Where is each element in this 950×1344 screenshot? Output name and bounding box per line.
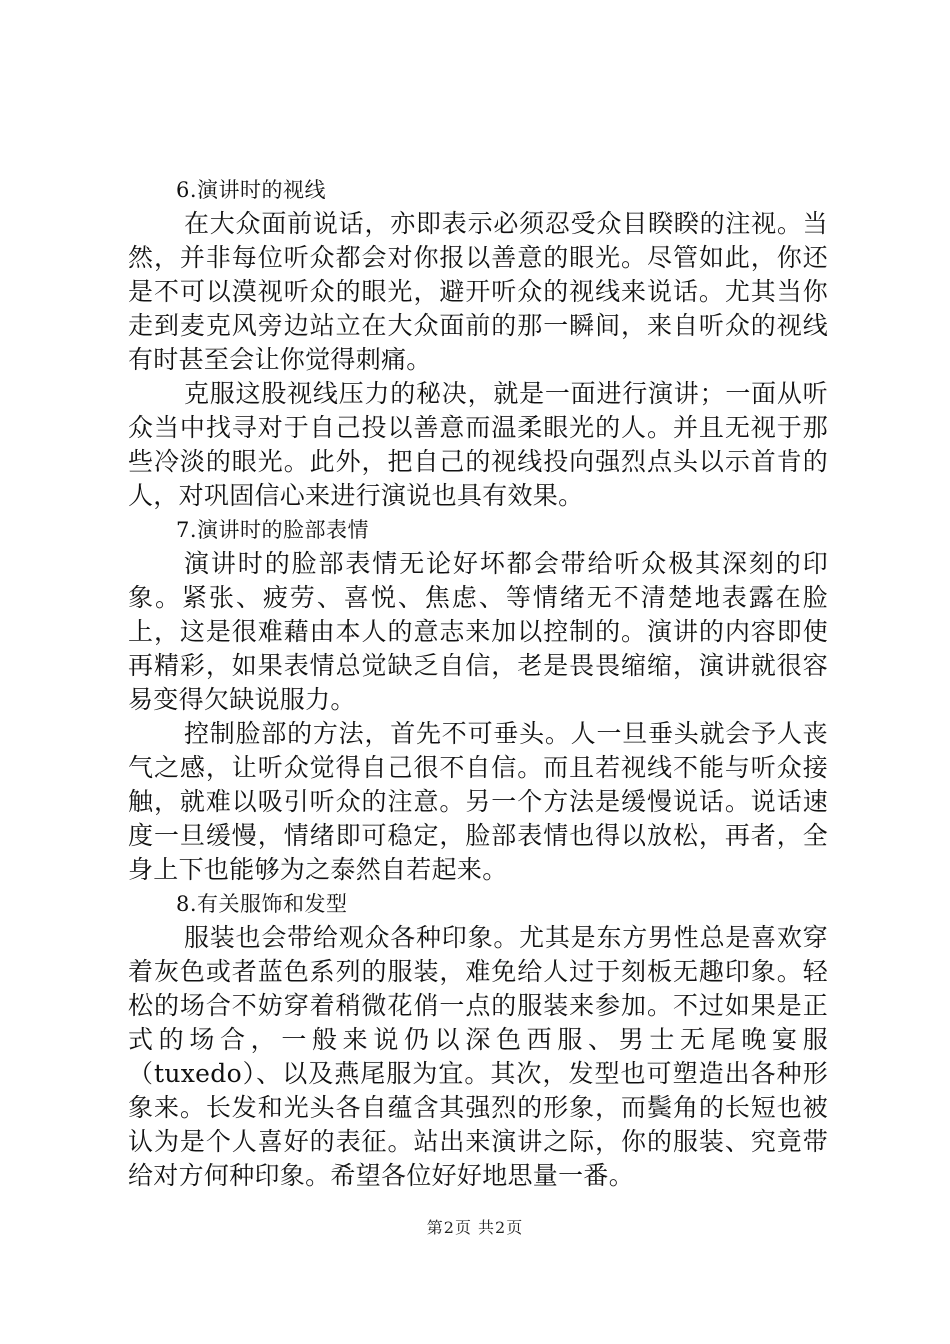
paragraph: 在大众面前说话，亦即表示必须忍受众目睽睽的注视。当然，并非每位听众都会对你报以善意的眼光。尽管如此，你还是不可以漠视听众的眼光，避开听众的视线来说话。尤其当你走到麦克风旁边站立在大众面前的那一瞬间，来自听众的视线有时甚至会让你觉得刺痛。 xyxy=(128,209,828,374)
paragraph: 演讲时的脸部表情无论好坏都会带给听众极其深刻的印象。紧张、疲劳、喜悦、焦虑、等情绪无不清楚地表露在脸上，这是很难藉由本人的意志来加以控制的。演讲的内容即使再精彩，如果表情总觉缺乏自信，老是畏畏缩缩，演讲就很容易变得欠缺说服力。 xyxy=(128,549,828,714)
paragraph: 克服这股视线压力的秘决，就是一面进行演讲；一面从听众当中找寻对于自己投以善意而温柔眼光的人。并且无视于那些冷淡的眼光。此外，把自己的视线投向强烈点头以示首肯的人，对巩固信心来进行演说也具有效果。 xyxy=(128,379,828,510)
section-heading: 6.演讲时的视线 xyxy=(176,178,327,202)
section-heading: 8.有关服饰和发型 xyxy=(176,892,348,916)
paragraph: 服装也会带给观众各种印象。尤其是东方男性总是喜欢穿着灰色或者蓝色系列的服装，难免给人过于刻板无趣印象。轻松的场合不妨穿着稍微花俏一点的服装来参加。不过如果是正式的场合，一般来说仍以深色西服、男士无尾晚宴服（tuxedo）、以及燕尾服为宜。其次，发型也可塑造出各种形象来。长发和光头各自蕴含其强烈的形象，而鬓角的长短也被认为是个人喜好的表征。站出来演讲之际，你的服装、究竟带给对方何种印象。希望各位好好地思量一番。 xyxy=(128,923,828,1190)
section-heading: 7.演讲时的脸部表情 xyxy=(176,518,370,542)
document-body xyxy=(128,173,828,1193)
page-footer: 第2页 共2页 xyxy=(426,1218,524,1237)
paragraph: 控制脸部的方法，首先不可垂头。人一旦垂头就会予人丧气之感，让听众觉得自己很不自信。而且若视线不能与听众接触，就难以吸引听众的注意。另一个方法是缓慢说话。说话速度一旦缓慢，情绪即可稳定，脸部表情也得以放松，再者，全身上下也能够为之泰然自若起来。 xyxy=(128,719,828,884)
